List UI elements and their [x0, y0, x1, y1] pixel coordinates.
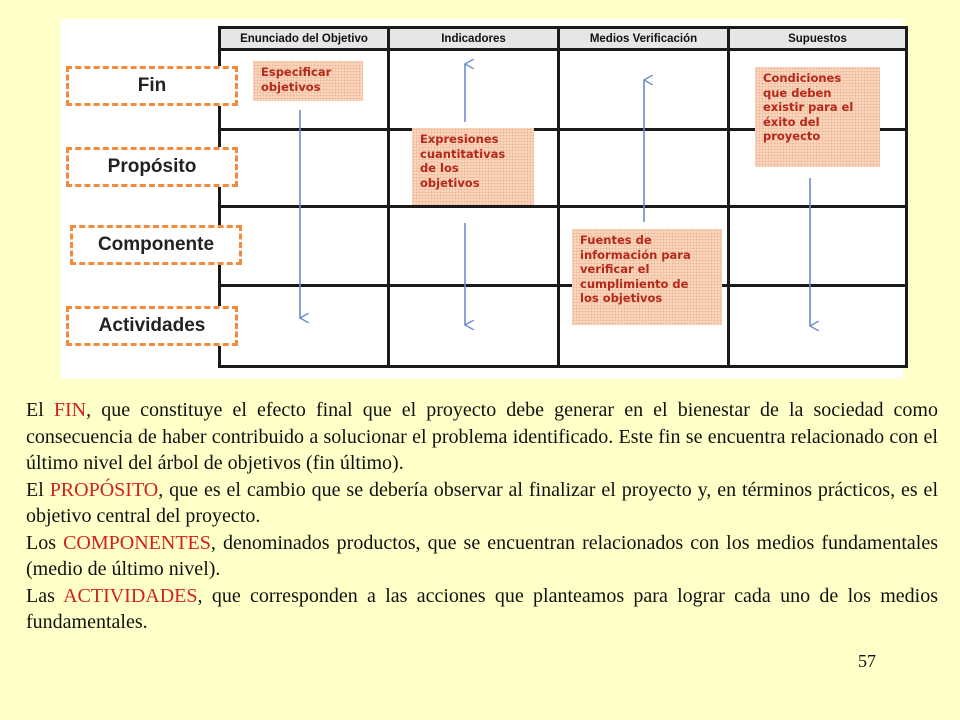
header-supuestos: Supuestos [730, 29, 905, 48]
keyword-proposito: PROPÓSITO [49, 478, 159, 501]
page-number: 57 [858, 651, 876, 671]
note-condiciones: Condiciones que deben existir para el éxito del proyecto [755, 67, 880, 167]
paragraph-proposito: El PROPÓSITO, que es el cambio que se debería observar al finalizar el proyecto y, en términos prácticos, es el objetivo central del proyecto. [26, 478, 938, 527]
keyword-fin: FIN [53, 399, 87, 421]
keyword-actividades: ACTIVIDADES [63, 584, 198, 607]
paragraph-componentes: Los COMPONENTES, denominados productos, que se encuentran relacionados con los medios fundamentales (medio de último nivel). [26, 531, 939, 580]
row-label-fin: Fin [66, 66, 238, 106]
note-especificar-objetivos: Especificar objetivos [253, 61, 363, 101]
row-label-componente: Componente [70, 225, 242, 265]
note-expresiones-cuantitativas: Expresiones cuantitativas de los objetivos [412, 128, 534, 205]
note-fuentes-informacion: Fuentes de información para verificar el cumplimiento de los objetivos [572, 229, 722, 325]
header-enunciado: Enunciado del Objetivo [221, 29, 387, 48]
keyword-componentes: COMPONENTES [63, 531, 211, 554]
row-label-actividades: Actividades [66, 306, 238, 346]
row-label-proposito: Propósito [66, 147, 238, 187]
paragraph-fin: El FIN, que constituye el efecto final que el proyecto debe generar en el bienestar de la sociedad como consecuencia de haber contribuido a solucionar el problema identificado. Este fin se encuentra relacionado con el último nivel del árbol de objetivos (fin último). [26, 399, 938, 474]
paragraph-actividades: Las ACTIVIDADES, que corresponden a las acciones que planteamos para lograr cada uno de los medios fundamentales. [26, 584, 938, 633]
explanation-text [26, 397, 938, 636]
header-indicadores: Indicadores [390, 29, 557, 48]
header-medios-verificacion: Medios Verificación [560, 29, 727, 48]
